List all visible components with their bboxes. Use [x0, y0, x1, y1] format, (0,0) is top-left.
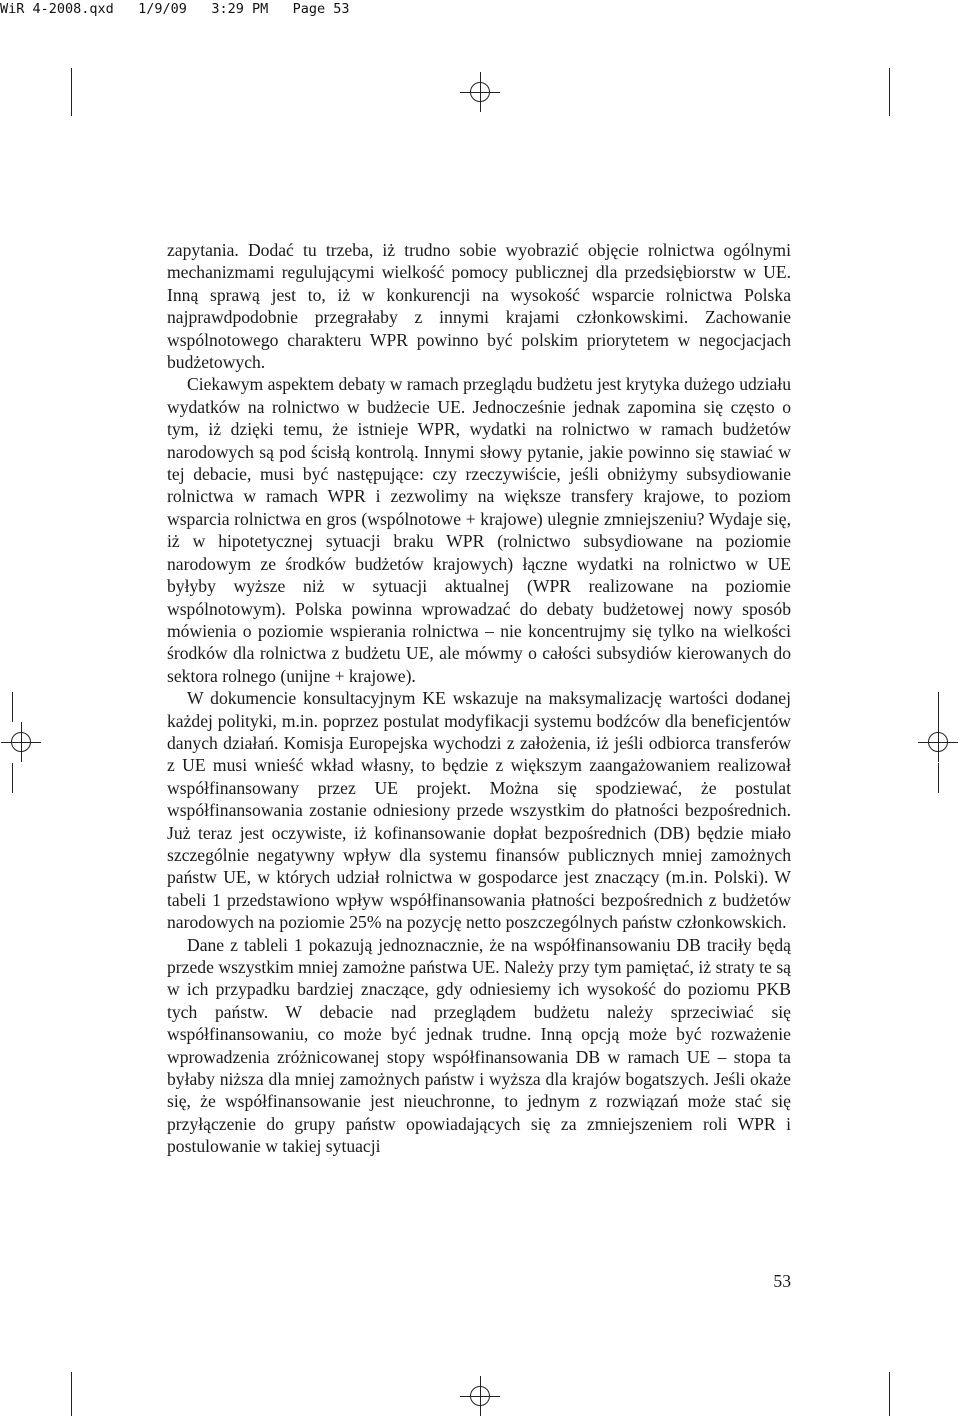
crop-mark-bottom-right: [889, 1372, 890, 1416]
crop-mark-right-upper: [938, 692, 939, 722]
crop-mark-right-lower: [938, 763, 939, 793]
paragraph-3: W dokumencie konsultacyjnym KE wskazuje na maksymalizację wartości dodanej każdej polityki, m.in. poprzez postulat modyfikacji systemu bodźców dla beneficjentów danych działań. Komisja Europejska wychodzi z założenia, iż jeśli odbiorca transferów z UE musi wnieść wkład własny, to będzie z większym zaangażowaniem realizował współfinansowany przez UE projekt. Można się spodziewać, że postulat współfinansowania zostanie odniesiony przede wszystkim do płatności bezpośrednich. Już teraz jest oczywiste, iż kofinansowanie dopłat bezpośrednich (DB) będzie miało szczególnie negatywny wpływ dla systemu finansów publicznych mniej zamożnych państw UE, w których udział rolnictwa w gospodarce jest znaczący (m.in. Polski). W tabeli 1 przedstawiono wpływ współfinansowania płatności bezpośrednich z budżetów narodowych na poziomie 25% na pozycję netto poszczególnych państw członkowskich.: [167, 688, 791, 933]
page-number: 53: [773, 1271, 791, 1291]
registration-mark-top: [460, 72, 500, 112]
crop-mark-top-right: [889, 68, 890, 116]
crop-mark-left-upper: [12, 692, 13, 722]
registration-mark-right: [918, 722, 958, 762]
crop-mark-bottom-left: [71, 1372, 72, 1416]
paragraph-2: Ciekawym aspektem debaty w ramach przeglądu budżetu jest krytyka dużego udziału wydatków na rolnictwo w budżecie UE. Jednocześnie jednak zapomina się często o tym, iż dzięki temu, że istnieje WPR, wydatki na rolnictwo w ramach budżetów narodowych są pod ścisłą kontrolą. Innymi słowy pytanie, jakie powinno się stawiać w tej debacie, musi być następujące: czy rzeczywiście, jeśli obniżymy subsydiowanie rolnictwa w ramach WPR i zezwolimy na większe transfery krajowe, to poziom wsparcia rolnictwa en gros (wspólnotowe + krajowe) ulegnie zmniejszeniu? Wydaje się, iż w hipotetycznej sytuacji braku WPR (rolnictwo subsydiowane na poziomie narodowym ze środków budżetów krajowych) łączne wydatki na rolnictwo w UE byłyby wyższe niż w sytuacji aktualnej (WPR realizowane na poziomie wspólnotowym). Polska powinna wprowadzać do debaty budżetowej nowy sposób mówienia o poziomie wspierania rolnictwa – nie koncentrujmy się tylko na wielkości środków dla rolnictwa z budżetu UE, ale mówmy o całości subsydiów kierowanych do sektora rolnego (unijne + krajowe).: [167, 374, 791, 686]
crop-mark-top-left: [71, 68, 72, 116]
body-text: [167, 239, 791, 1158]
print-slug-line: WiR 4-2008.qxd 1/9/09 3:29 PM Page 53: [0, 1, 350, 17]
paragraph-1: zapytania. Dodać tu trzeba, iż trudno sobie wyobrazić objęcie rolnictwa ogólnymi mechanizmami regulującymi wielkość pomocy publicznej dla przedsiębiorstw w UE. Inną sprawą jest to, iż w konkurencji na wysokość wsparcie rolnictwa Polska najprawdpodobnie przegrałaby z innymi krajami członkowskimi. Zachowanie wspólnotowego charakteru WPR powinno być polskim priorytetem w negocjacjach budżetowych.: [167, 240, 791, 373]
paragraph-4: Dane z tableli 1 pokazują jednoznacznie, że na współfinansowaniu DB traciły będą przede wszystkim mniej zamożne państwa UE. Należy przy tym pamiętać, iż straty te są w ich przypadku bardziej znaczące, gdy odniesiemy ich wysokość do poziomu PKB tych państw. W debacie nad przeglądem budżetu należy sprzeciwiać się współfinansowaniu, co może być jednak trudne. Inną opcją może być rozważenie wprowadzenia zróżnicowanej stopy współfinansowania DB w ramach UE – stopa ta byłaby niższa dla mniej zamożnych państw i wyższa dla krajów bogatszych. Jeśli okaże się, że współfinansowanie jest nieuchronne, to jednym z rozwiązań może stać się przyłączenie do grupy państw opowiadających się za zmniejszeniem roli WPR i postulowanie w takiej sytuacji: [167, 934, 791, 1157]
registration-mark-bottom: [460, 1376, 500, 1416]
crop-mark-left-lower: [12, 763, 13, 793]
registration-mark-left: [1, 722, 41, 762]
